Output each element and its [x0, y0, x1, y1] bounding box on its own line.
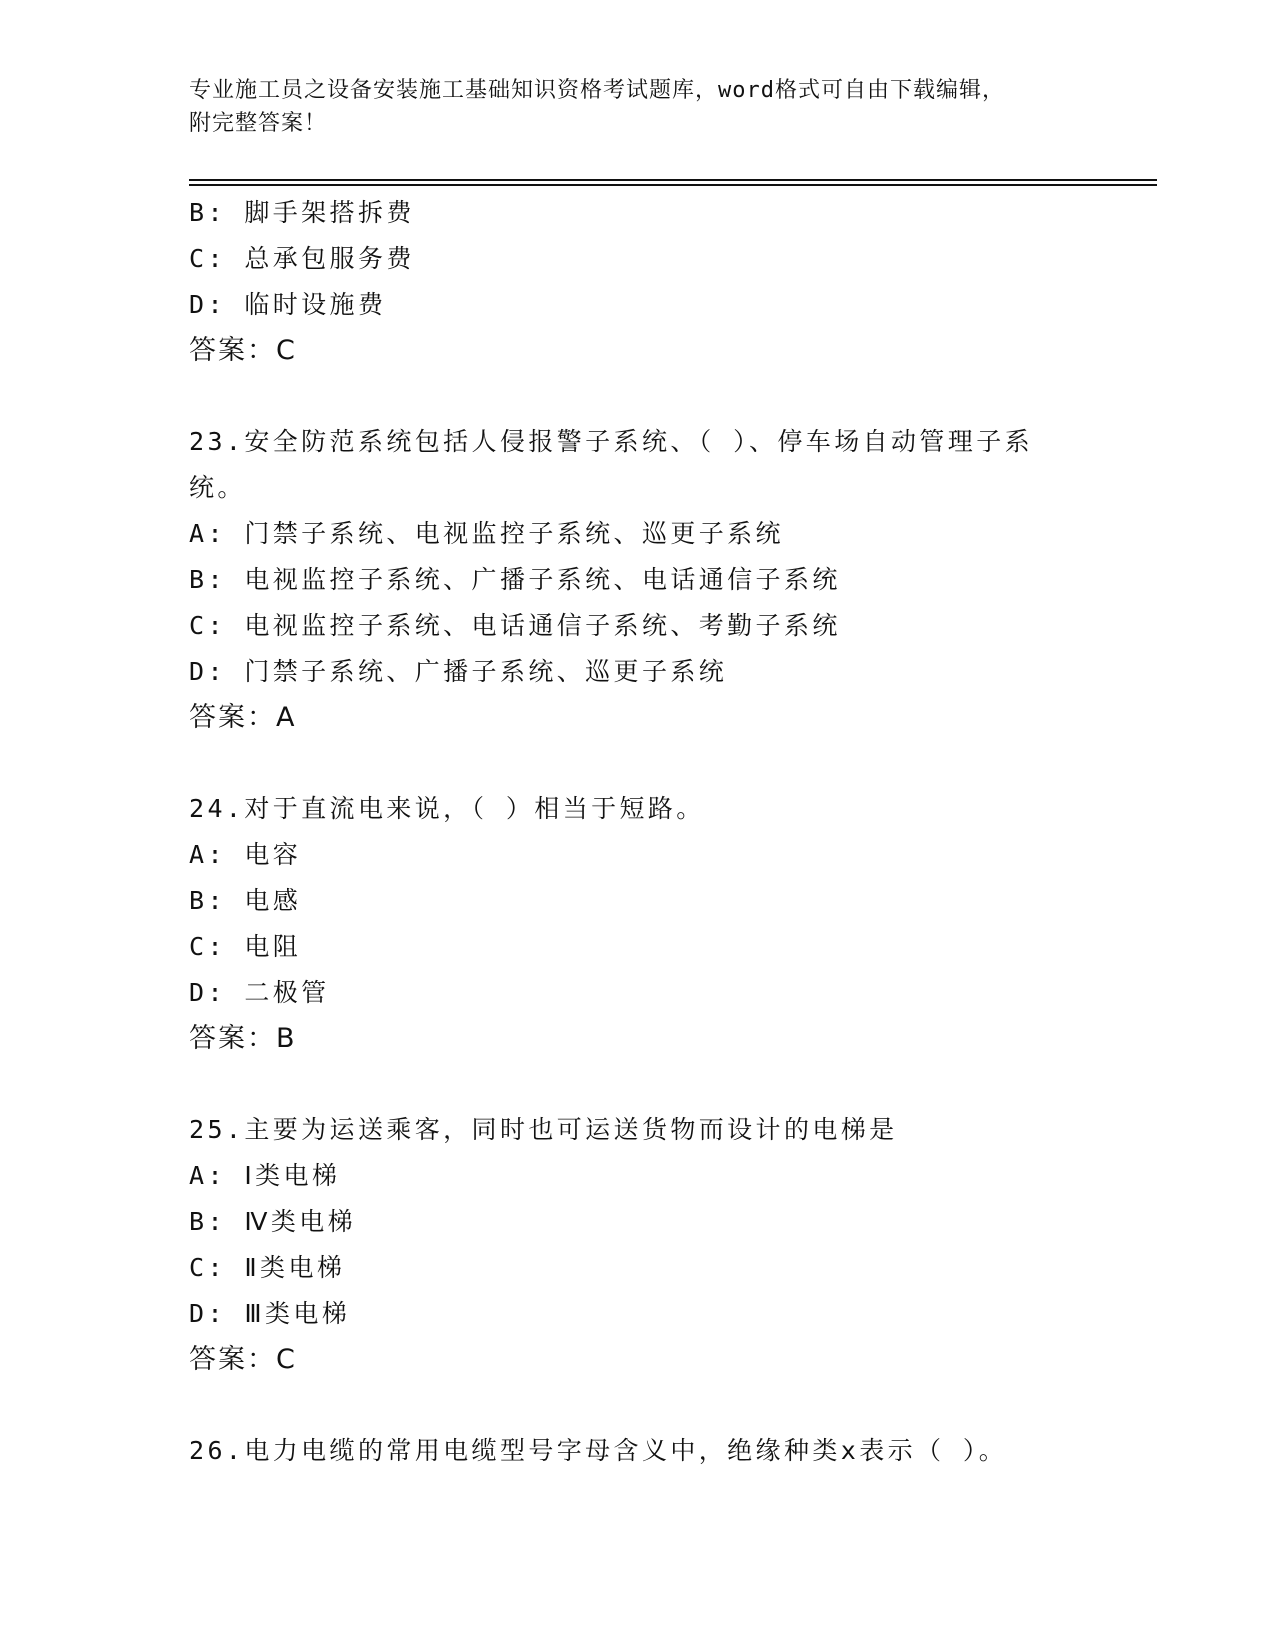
option-b: B: 电感 [189, 886, 302, 915]
option-b: B: 电视监控子系统、广播子系统、电话通信子系统 [189, 565, 841, 594]
question-gap [189, 1383, 1129, 1428]
option-c: C: 电阻 [189, 932, 302, 961]
option-c: C: 电视监控子系统、电话通信子系统、考勤子系统 [189, 611, 841, 640]
option-c: C: Ⅱ类电梯 [189, 1253, 346, 1282]
document-header [189, 74, 1129, 140]
question-stem: 统。 [189, 473, 246, 502]
answer-line: 答案：C [189, 1344, 297, 1375]
option-d: D: Ⅲ类电梯 [189, 1299, 351, 1328]
header-line: 专业施工员之设备安装施工基础知识资格考试题库，word格式可自由下载编辑， [189, 78, 1005, 103]
question-stem: 25.主要为运送乘客，同时也可运送货物而设计的电梯是 [189, 1115, 898, 1144]
answer-line: 答案：B [189, 1023, 297, 1054]
question-25 [189, 1107, 1129, 1383]
question-list [189, 190, 1129, 1474]
option-b: B: Ⅳ类电梯 [189, 1207, 357, 1236]
option-a: A: 门禁子系统、电视监控子系统、巡更子系统 [189, 519, 784, 548]
option-d: D: 临时设施费 [189, 290, 387, 319]
option-d: D: 门禁子系统、广播子系统、巡更子系统 [189, 657, 728, 686]
option-a: A: Ⅰ类电梯 [189, 1161, 341, 1190]
option-b: B: 脚手架搭拆费 [189, 198, 415, 227]
header-divider-top [189, 179, 1157, 181]
option-a: A: 电容 [189, 840, 302, 869]
question-stem: 24.对于直流电来说，（ ）相当于短路。 [189, 794, 705, 823]
question-gap [189, 374, 1129, 419]
question-24 [189, 786, 1129, 1062]
question-gap [189, 741, 1129, 786]
question-stem: 23.安全防范系统包括人侵报警子系统、（ ）、停车场自动管理子系 [189, 427, 1034, 456]
option-c: C: 总承包服务费 [189, 244, 415, 273]
header-line: 附完整答案！ [189, 111, 328, 136]
question-26 [189, 1428, 1129, 1474]
question-stem: 26.电力电缆的常用电缆型号字母含义中，绝缘种类x表示（ ）。 [189, 1436, 1008, 1465]
question-23 [189, 419, 1129, 741]
question-gap [189, 1062, 1129, 1107]
header-divider-bottom [189, 184, 1157, 186]
answer-line: 答案：A [189, 702, 297, 733]
option-d: D: 二极管 [189, 978, 330, 1007]
answer-line: 答案：C [189, 335, 297, 366]
